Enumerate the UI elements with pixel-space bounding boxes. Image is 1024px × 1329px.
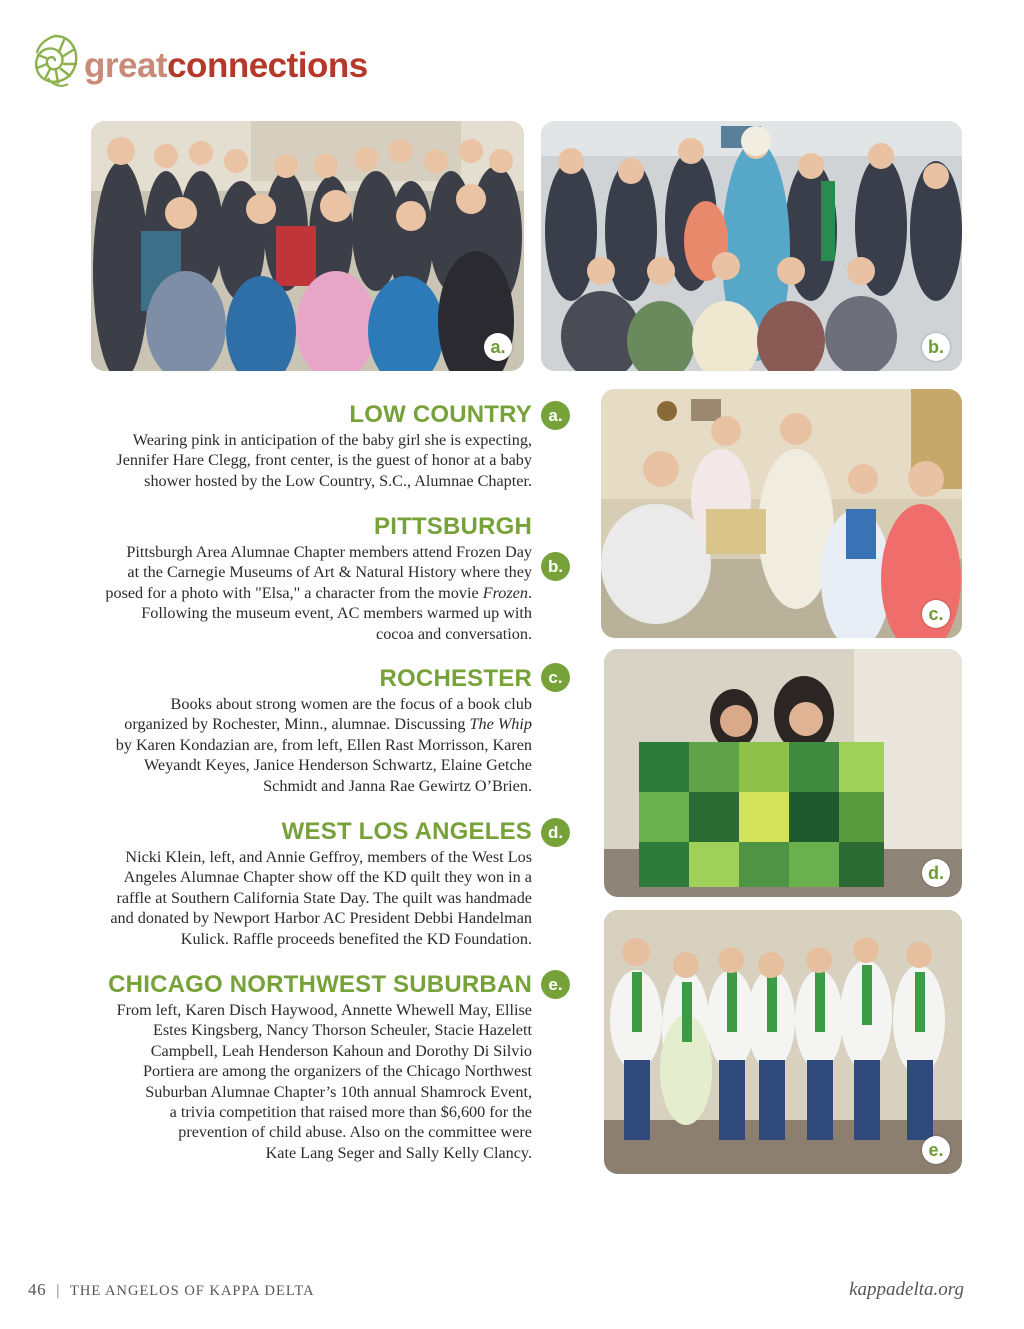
page-number: 46 [28, 1280, 47, 1299]
section-header [28, 26, 368, 92]
website-link[interactable]: kappadelta.org [849, 1279, 964, 1300]
caption-line: Kate Lang Seger and Sally Kelly Clancy. [265, 1143, 532, 1162]
photo-e [604, 910, 962, 1174]
caption-line: at the Carnegie Museums of Art & Natural History where they [127, 563, 532, 582]
caption-d-badge: d. [541, 818, 570, 847]
publication-name: THE ANGELOS OF KAPPA DELTA [70, 1283, 315, 1299]
caption-line: by Karen Kondazian are, from left, Ellen Rast Morrisson, Karen [115, 735, 532, 754]
caption-rochester [80, 665, 532, 796]
caption-west-los-angeles [80, 818, 532, 949]
caption-line: Books about strong women are the focus of a book club [170, 695, 532, 713]
caption-line: prevention of child abuse. Also on the committee were [178, 1123, 532, 1142]
caption-line: and donated by Newport Harbor AC President Debbi Handelman [110, 909, 532, 928]
caption-body [80, 694, 532, 796]
caption-line: Angeles Alumnae Chapter show off the KD quilt they won in a [123, 868, 532, 887]
caption-line: Portiera are among the organizers of the Chicago Northwest [143, 1062, 532, 1081]
caption-line: Kulick. Raffle proceeds benefited the KD Foundation. [180, 929, 532, 948]
caption-line: . [527, 583, 532, 602]
caption-line: Jennifer Hare Clegg, front center, is the guest of honor at a baby [116, 451, 532, 470]
caption-line: a trivia competition that raised more than $6,600 for the [169, 1103, 532, 1122]
caption-line: organized by Rochester, Minn., alumnae. Discussing [124, 715, 470, 734]
caption-title: ROCHESTER [379, 665, 532, 692]
photo-c [601, 389, 962, 638]
caption-line: Weyandt Keyes, Janice Henderson Schwartz, Elaine Getche [144, 756, 532, 775]
caption-line: posed for a photo with "Elsa," a character from the movie [105, 583, 483, 602]
caption-title: LOW COUNTRY [349, 401, 532, 428]
caption-line: Pittsburgh Area Alumnae Chapter members attend Frozen Day [126, 543, 532, 561]
caption-line: Following the museum event, AC members warmed up with [141, 604, 532, 623]
caption-low-country [80, 401, 532, 491]
photo-a [91, 121, 524, 371]
caption-pittsburgh [80, 513, 532, 644]
book-title: The Whip [469, 715, 532, 734]
caption-line: Suburban Alumnae Chapter’s 10th annual Shamrock Event, [145, 1082, 532, 1101]
caption-line: Nicki Klein, left, and Annie Geffroy, members of the West Los [125, 848, 532, 866]
caption-c-badge: c. [541, 663, 570, 692]
caption-body [80, 542, 532, 644]
photo-e-image [604, 910, 962, 1174]
caption-line: From left, Karen Disch Haywood, Annette Whewell May, Ellise [116, 1001, 532, 1019]
caption-title: CHICAGO NORTHWEST SUBURBAN [108, 971, 532, 998]
section-title [84, 46, 368, 86]
caption-line: Estes Kingsberg, Nancy Thorson Scheuler, Stacie Hazelett [152, 1021, 532, 1040]
caption-chicago-northwest-suburban [80, 971, 532, 1163]
caption-line: raffle at Southern California State Day. The quilt was handmade [116, 888, 532, 907]
section-title-connections: connections [167, 46, 368, 85]
caption-line: cocoa and conversation. [376, 624, 532, 643]
photo-c-badge: c. [922, 600, 950, 628]
caption-line: Campbell, Leah Henderson Kahoun and Dorothy Di Silvio [150, 1041, 532, 1060]
page-footer-left [28, 1280, 315, 1300]
photo-c-image [601, 389, 962, 638]
caption-line: Schmidt and Janna Rae Gewirtz O’Brien. [263, 776, 532, 795]
photo-b [541, 121, 962, 371]
nautilus-shell-icon [28, 28, 82, 90]
caption-e-badge: e. [541, 970, 570, 999]
photo-a-image [91, 121, 524, 371]
photo-e-badge: e. [922, 1136, 950, 1164]
caption-title: PITTSBURGH [374, 513, 532, 540]
caption-line: shower hosted by the Low Country, S.C., Alumnae Chapter. [144, 471, 532, 490]
caption-line: Wearing pink in anticipation of the baby girl she is expecting, [132, 431, 532, 449]
caption-b-badge: b. [541, 552, 570, 581]
caption-body [80, 430, 532, 491]
caption-a-badge: a. [541, 401, 570, 430]
footer-separator: | [56, 1282, 61, 1299]
photo-d [604, 649, 962, 897]
section-title-great: great [84, 46, 168, 85]
movie-title: Frozen [482, 583, 528, 602]
caption-title: WEST LOS ANGELES [281, 818, 532, 845]
caption-body [80, 1000, 532, 1163]
photo-b-badge: b. [922, 333, 950, 361]
caption-body [80, 847, 532, 949]
photo-d-badge: d. [922, 859, 950, 887]
photo-a-badge: a. [484, 333, 512, 361]
photo-d-image [604, 649, 962, 897]
photo-b-image [541, 121, 962, 371]
